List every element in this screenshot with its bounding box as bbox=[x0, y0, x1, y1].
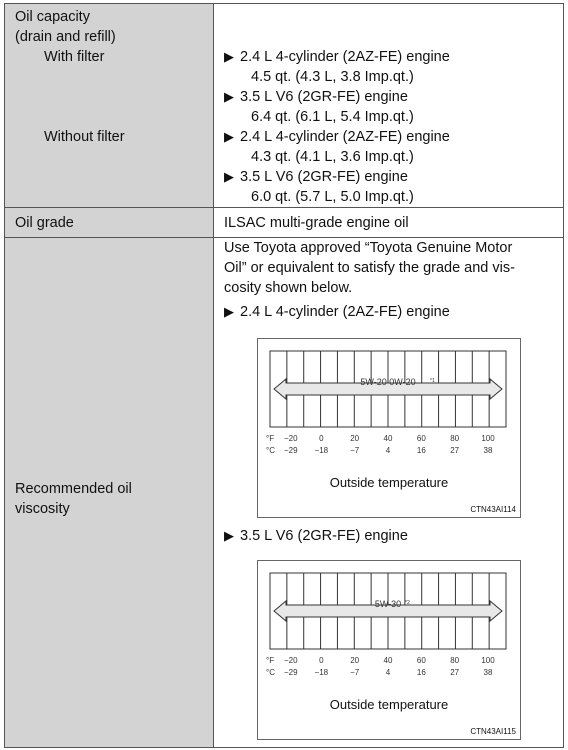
oil-grade-row bbox=[5, 208, 564, 238]
celsius-tick-label: 16 bbox=[416, 446, 426, 455]
figure-code: CTN43AI115 bbox=[470, 727, 516, 736]
fahrenheit-tick-label: −20 bbox=[284, 434, 298, 443]
viscosity-intro: Oil” or equivalent to satisfy the grade and vis- bbox=[224, 260, 515, 276]
fahrenheit-tick-label: 20 bbox=[350, 656, 360, 665]
without-filter-label: Without filter bbox=[44, 129, 125, 145]
viscosity-chart-2 bbox=[257, 560, 521, 740]
capacity-entry bbox=[224, 87, 563, 107]
oil-capacity-row bbox=[5, 4, 564, 208]
capacity-entry bbox=[224, 167, 563, 187]
oil-capacity-label-cell bbox=[5, 4, 214, 208]
celsius-unit: °C bbox=[266, 668, 275, 677]
celsius-tick-label: 38 bbox=[483, 446, 493, 455]
fahrenheit-tick-label: 80 bbox=[450, 434, 460, 443]
viscosity-engine-label: 3.5 L V6 (2GR-FE) engine bbox=[240, 528, 408, 544]
celsius-tick-label: −18 bbox=[314, 446, 329, 455]
viscosity-label: Recommended oil bbox=[15, 480, 132, 497]
band-note: *2 bbox=[405, 600, 410, 606]
oil-grade-label-cell bbox=[5, 208, 214, 238]
fahrenheit-tick-label: 0 bbox=[319, 656, 324, 665]
viscosity-engine-heading bbox=[224, 526, 563, 546]
figure-code: CTN43AI114 bbox=[470, 505, 516, 514]
capacity-value: 4.5 qt. (4.3 L, 3.8 Imp.qt.) bbox=[251, 69, 414, 85]
capacity-engine: 2.4 L 4-cylinder (2AZ-FE) engine bbox=[240, 49, 450, 65]
celsius-tick-label: 4 bbox=[385, 668, 391, 677]
fahrenheit-tick-label: 20 bbox=[350, 434, 360, 443]
capacity-engine: 3.5 L V6 (2GR-FE) engine bbox=[240, 89, 408, 105]
capacity-entry bbox=[224, 47, 563, 67]
viscosity-sublabel: viscosity bbox=[15, 500, 70, 517]
viscosity-chart-1 bbox=[257, 338, 521, 518]
oil-grade-value-cell bbox=[214, 208, 564, 238]
fahrenheit-tick-label: 100 bbox=[481, 434, 495, 443]
triangle-bullet-icon: ▶ bbox=[224, 304, 234, 319]
celsius-tick-label: −29 bbox=[284, 668, 298, 677]
band-label: 5W-30 bbox=[374, 599, 402, 609]
capacity-engine: 2.4 L 4-cylinder (2AZ-FE) engine bbox=[240, 129, 450, 145]
celsius-tick-label: −7 bbox=[350, 668, 360, 677]
band-note: *1 bbox=[430, 378, 435, 384]
oil-capacity-label: Oil capacity bbox=[15, 9, 90, 25]
celsius-tick-label: 27 bbox=[450, 446, 460, 455]
celsius-tick-label: 4 bbox=[385, 446, 391, 455]
oil-grade-value: ILSAC multi-grade engine oil bbox=[224, 215, 409, 231]
viscosity-intro: Use Toyota approved “Toyota Genuine Motor bbox=[224, 240, 513, 256]
fahrenheit-tick-label: 60 bbox=[416, 434, 426, 443]
with-filter-label: With filter bbox=[44, 49, 105, 65]
chart-xlabel: Outside temperature bbox=[329, 697, 449, 712]
capacity-value: 4.3 qt. (4.1 L, 3.6 Imp.qt.) bbox=[251, 149, 414, 165]
fahrenheit-tick-label: 40 bbox=[383, 434, 393, 443]
triangle-bullet-icon: ▶ bbox=[224, 129, 234, 144]
capacity-engine: 3.5 L V6 (2GR-FE) engine bbox=[240, 169, 408, 185]
triangle-bullet-icon: ▶ bbox=[224, 528, 234, 543]
fahrenheit-tick-label: 40 bbox=[383, 656, 393, 665]
fahrenheit-tick-label: 100 bbox=[481, 656, 495, 665]
viscosity-engine-label: 2.4 L 4-cylinder (2AZ-FE) engine bbox=[240, 304, 450, 320]
chart-xlabel: Outside temperature bbox=[329, 475, 449, 490]
band-label: 5W-20 0W-20 bbox=[360, 377, 416, 387]
celsius-tick-label: −29 bbox=[284, 446, 298, 455]
fahrenheit-tick-label: 60 bbox=[416, 656, 426, 665]
viscosity-value-cell bbox=[214, 238, 564, 748]
fahrenheit-tick-label: −20 bbox=[284, 656, 298, 665]
capacity-value: 6.0 qt. (5.7 L, 5.0 Imp.qt.) bbox=[251, 189, 414, 205]
celsius-tick-label: 16 bbox=[416, 668, 426, 677]
oil-capacity-sublabel: (drain and refill) bbox=[15, 29, 116, 45]
celsius-unit: °C bbox=[266, 446, 275, 455]
capacity-entry bbox=[224, 127, 563, 147]
viscosity-label-cell bbox=[5, 238, 214, 748]
triangle-bullet-icon: ▶ bbox=[224, 169, 234, 184]
viscosity-chart-1-plot bbox=[258, 339, 520, 473]
triangle-bullet-icon: ▶ bbox=[224, 89, 234, 104]
oil-grade-label: Oil grade bbox=[15, 215, 74, 231]
celsius-tick-label: 38 bbox=[483, 668, 493, 677]
viscosity-chart-2-plot bbox=[258, 561, 520, 695]
viscosity-engine-heading bbox=[224, 302, 563, 322]
fahrenheit-unit: °F bbox=[266, 434, 275, 443]
celsius-tick-label: 27 bbox=[450, 668, 460, 677]
celsius-tick-label: −18 bbox=[314, 668, 329, 677]
fahrenheit-tick-label: 80 bbox=[450, 656, 460, 665]
viscosity-row bbox=[5, 238, 564, 748]
viscosity-intro: cosity shown below. bbox=[224, 280, 353, 296]
capacity-value: 6.4 qt. (6.1 L, 5.4 Imp.qt.) bbox=[251, 109, 414, 125]
celsius-tick-label: −7 bbox=[350, 446, 360, 455]
fahrenheit-unit: °F bbox=[266, 656, 275, 665]
specifications-table bbox=[4, 3, 564, 748]
oil-capacity-value-cell bbox=[214, 4, 564, 208]
fahrenheit-tick-label: 0 bbox=[319, 434, 324, 443]
triangle-bullet-icon: ▶ bbox=[224, 49, 234, 64]
